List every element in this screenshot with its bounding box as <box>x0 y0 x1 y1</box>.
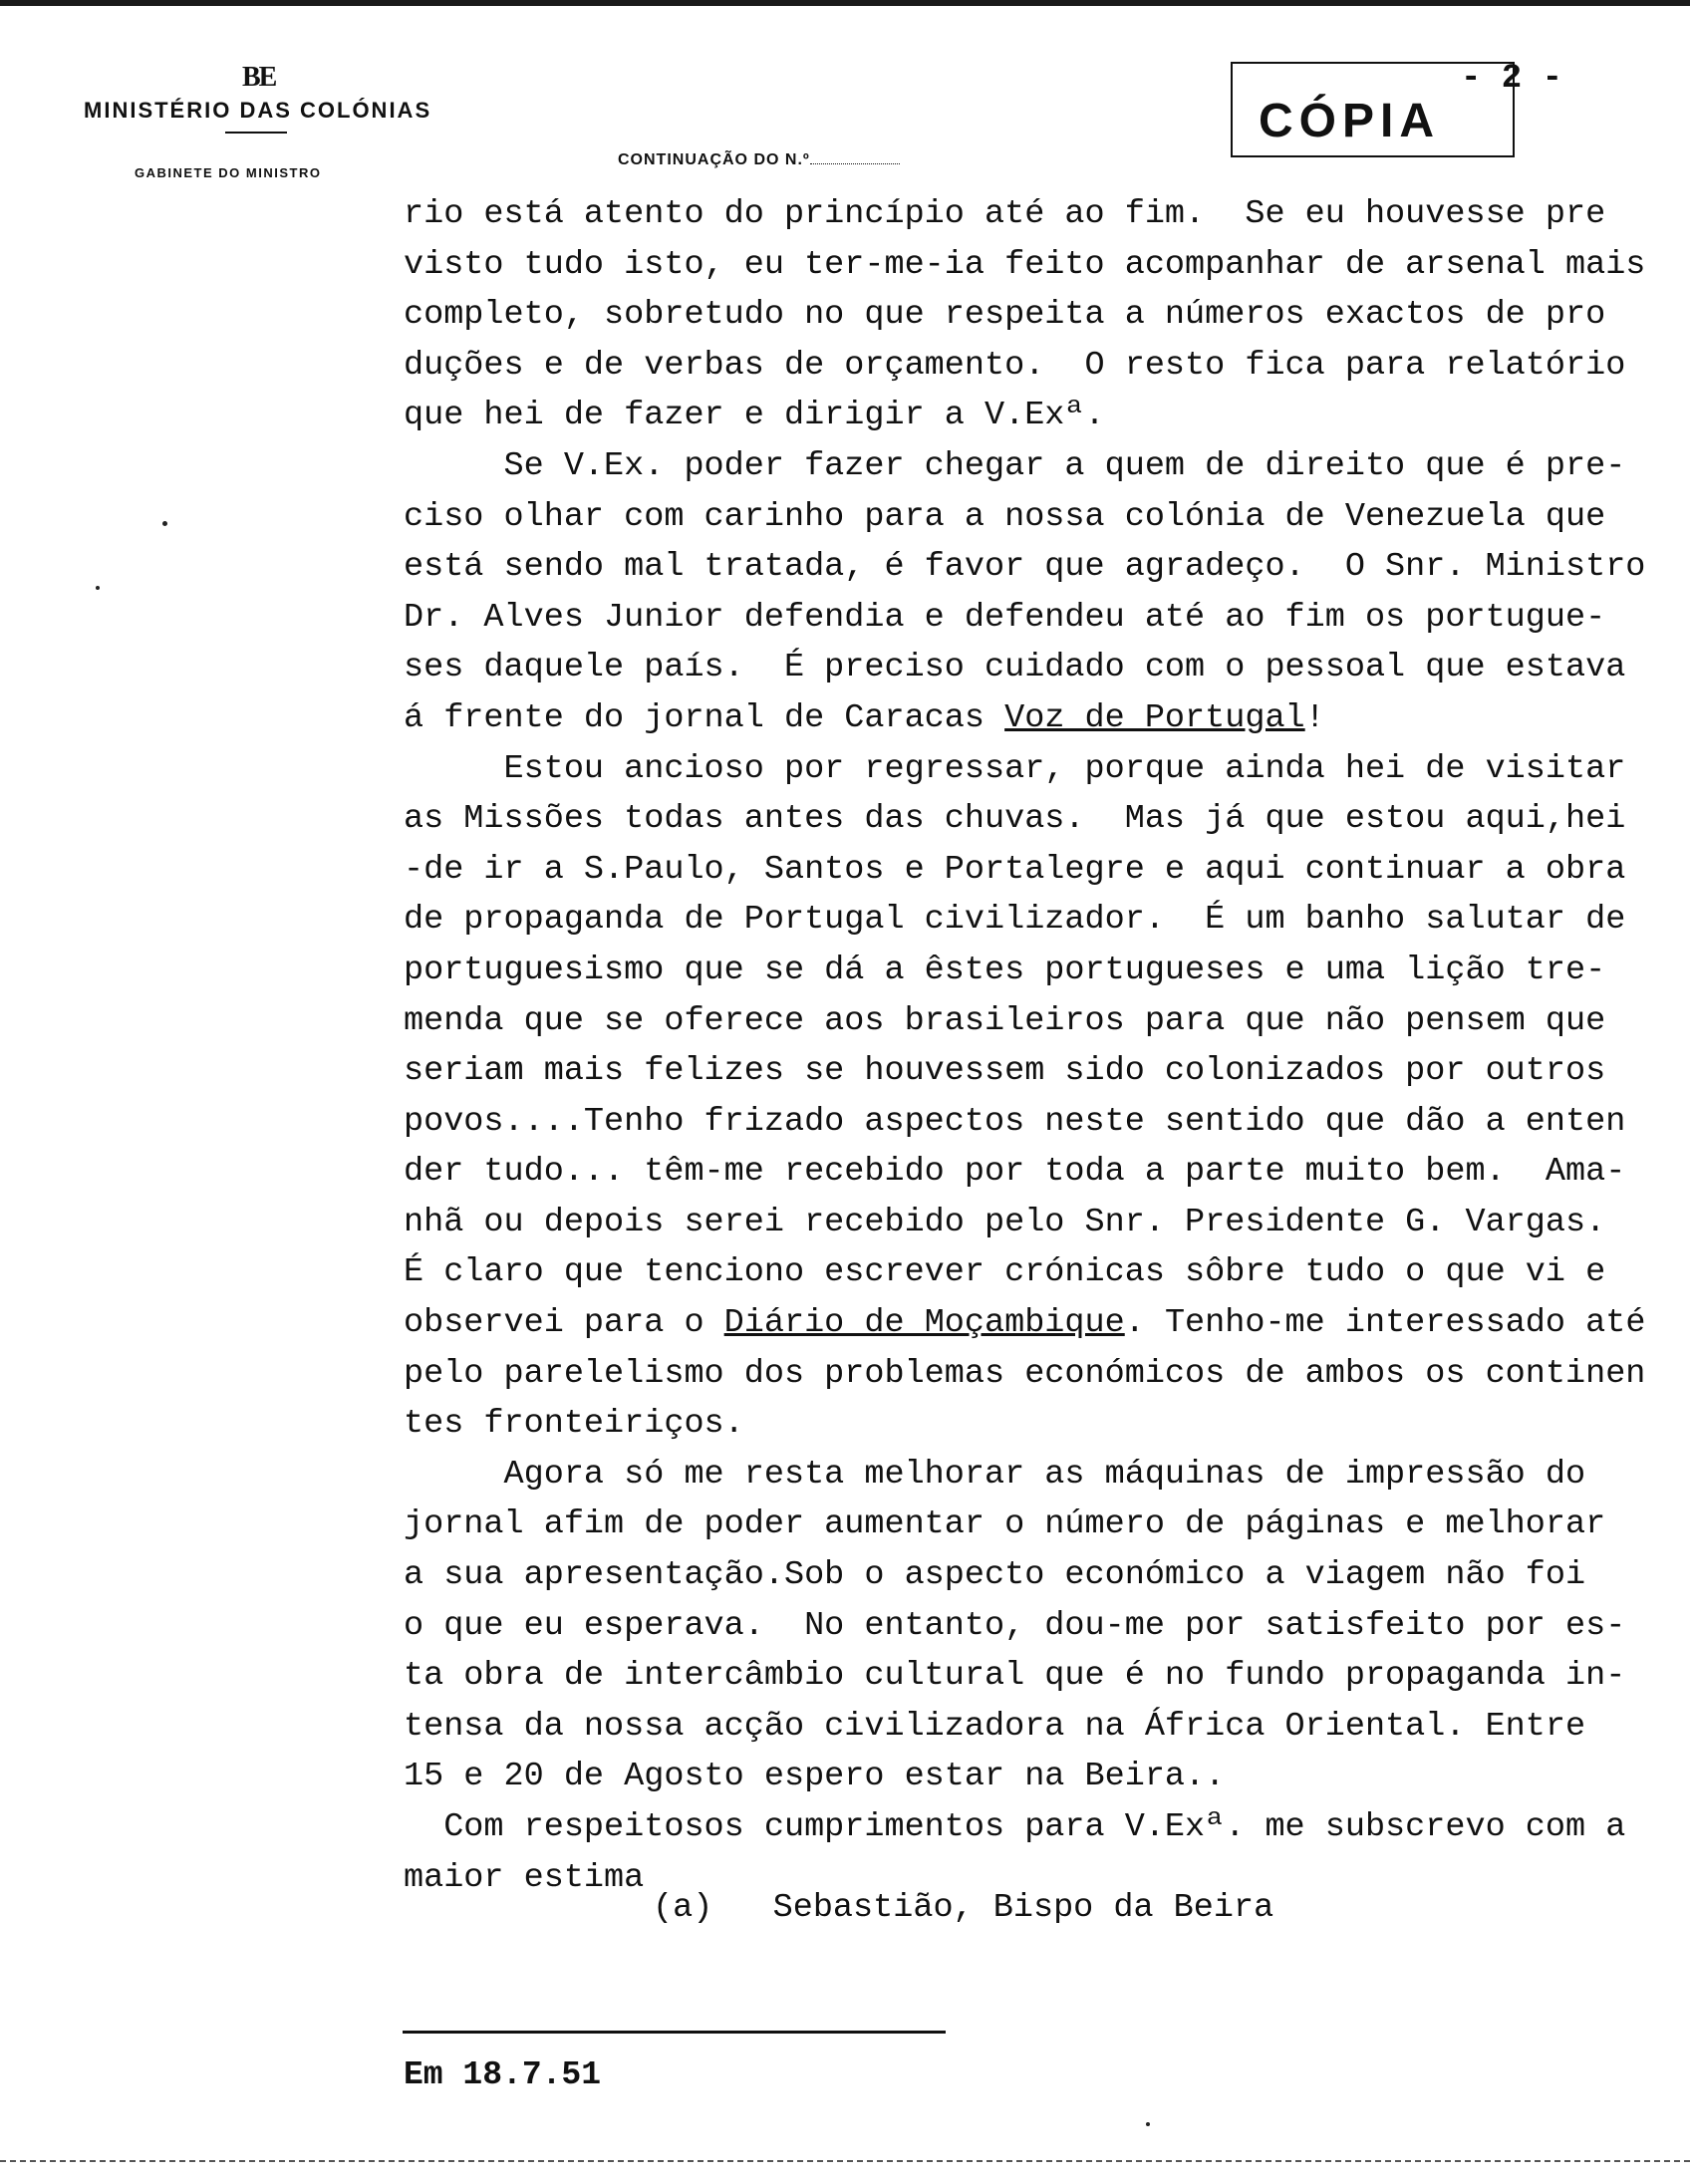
top-border <box>0 0 1690 6</box>
diario-prefix: observei para o <box>404 1304 724 1343</box>
letter-line: der tudo... têm-me recebido por toda a parte muito bem. Ama- <box>404 1153 1626 1192</box>
letter-line: de propaganda de Portugal civilizador. É um banho salutar de <box>404 901 1626 940</box>
diario-suffix: . Tenho-me interessado até <box>1124 1304 1646 1343</box>
newspaper-prefix: á frente do jornal de Caracas <box>404 698 1005 737</box>
letter-line: tensa da nossa acção civilizadora na África Oriental. Entre <box>404 1707 1586 1746</box>
letter-date: Em 18.7.51 <box>404 2056 602 2093</box>
letter-line: menda que se oferece aos brasileiros para que não pensem que <box>404 1001 1606 1040</box>
ministry-name: MINISTÉRIO DAS COLÓNIAS <box>84 98 432 123</box>
letter-line: maior estima <box>404 1858 645 1897</box>
letter-line: o que eu esperava. No entanto, dou-me por satisfeito por es- <box>404 1606 1626 1645</box>
margin-speck <box>1146 2122 1150 2126</box>
continuation-dots <box>810 163 900 164</box>
letter-line: 15 e 20 de Agosto espero estar na Beira.. <box>404 1758 1226 1796</box>
page-number: - 2 - <box>1461 60 1563 98</box>
bottom-edge <box>0 2160 1690 2162</box>
letter-line: Dr. Alves Junior defendia e defendeu até ao fim os portugue- <box>404 598 1606 637</box>
letter-line: rio está atento do princípio até ao fim. Se eu houvesse pre <box>404 195 1606 233</box>
letter-line: visto tudo isto, eu ter-me-ia feito acompanhar de arsenal mais <box>404 245 1646 284</box>
letter-line: que hei de fazer e dirigir a V.Exª. <box>404 397 1105 435</box>
letter-line: tes fronteiriços. <box>404 1405 744 1444</box>
cabinet-label: GABINETE DO MINISTRO <box>135 165 322 180</box>
letter-line: ses daquele país. É preciso cuidado com o pessoal que estava <box>404 649 1626 687</box>
continuation-text: CONTINUAÇÃO DO N.º <box>618 151 810 168</box>
ministry-logo: BE <box>242 62 276 93</box>
diario-title: Diário de Moçambique <box>723 1304 1125 1343</box>
letter-line: completo, sobretudo no que respeita a números exactos de pro <box>404 296 1606 335</box>
letter-line: as Missões todas antes das chuvas. Mas já que estou aqui,hei <box>404 800 1626 839</box>
letter-line: está sendo mal tratada, é favor que agradeço. O Snr. Ministro <box>404 548 1646 587</box>
letter-body <box>404 189 1646 1903</box>
margin-speck <box>162 521 167 526</box>
footer-rule <box>403 2031 946 2034</box>
newspaper-suffix: ! <box>1304 698 1325 737</box>
letter-line: pelo parelelismo dos problemas económicos de ambos os continen <box>404 1354 1646 1393</box>
newspaper-title: Voz de Portugal <box>1004 698 1305 737</box>
letter-line: Agora só me resta melhorar as máquinas de impressão do <box>404 1455 1586 1494</box>
letter-line: ciso olhar com carinho para a nossa colónia de Venezuela que <box>404 497 1606 536</box>
letter-line: Estou ancioso por regressar, porque ainda hei de visitar <box>404 749 1626 788</box>
letter-line: duções e de verbas de orçamento. O resto fica para relatório <box>404 346 1626 385</box>
signature: (a) Sebastião, Bispo da Beira <box>653 1889 1274 1927</box>
margin-speck <box>96 586 100 590</box>
letter-line: É claro que tenciono escrever crónicas sôbre tudo o que vi e <box>404 1253 1606 1292</box>
letter-line: povos....Tenho frizado aspectos neste sentido que dão a enten <box>404 1102 1626 1141</box>
letter-line: jornal afim de poder aumentar o número de páginas e melhorar <box>404 1505 1606 1544</box>
letter-line-diario <box>404 1298 1646 1349</box>
letter-line: a sua apresentação.Sob o aspecto económico a viagem não foi <box>404 1556 1586 1595</box>
letter-line: nhã ou depois serei recebido pelo Snr. Presidente G. Vargas. <box>404 1203 1606 1241</box>
letter-line: seriam mais felizes se houvessem sido colonizados por outros <box>404 1052 1606 1091</box>
letter-line-newspaper <box>404 693 1639 744</box>
letter-line: Com respeitosos cumprimentos para V.Exª. me subscrevo com a <box>404 1808 1626 1846</box>
ministry-underline <box>225 132 287 134</box>
letter-line: portuguesismo que se dá a êstes portugueses e uma lição tre- <box>404 951 1606 989</box>
copy-stamp-text: CÓPIA <box>1259 95 1441 147</box>
letter-line: ta obra de intercâmbio cultural que é no fundo propaganda in- <box>404 1657 1626 1696</box>
letter-line: Se V.Ex. poder fazer chegar a quem de direito que é pre- <box>404 446 1626 485</box>
continuation-label <box>618 151 900 169</box>
letter-line: -de ir a S.Paulo, Santos e Portalegre e aqui continuar a obra <box>404 850 1626 889</box>
